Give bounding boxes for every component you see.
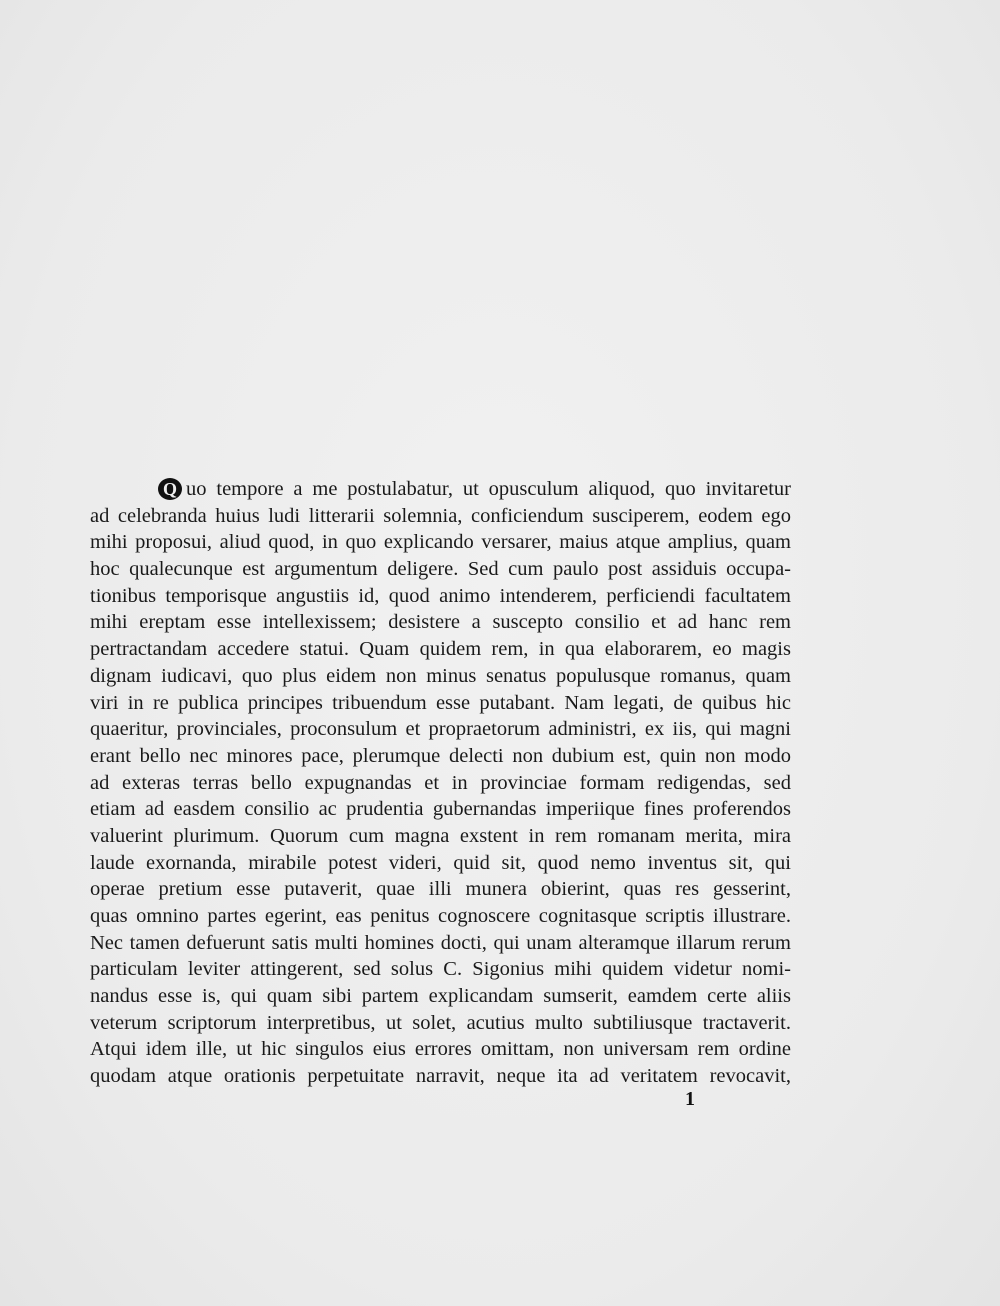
text-line: ad exteras terras bello expugnandas et in provinciae formam redigendas, sed bbox=[90, 771, 791, 794]
text-line: particulam leviter attingerent, sed solus C. Sigonius mihi quidem videtur nomi- bbox=[90, 958, 791, 981]
text-line: dignam iudicavi, quo plus eidem non minus senatus populusque romanus, quam bbox=[90, 664, 791, 687]
text-line: laude exornanda, mirabile potest videri, quid sit, quod nemo inventus sit, qui bbox=[90, 851, 791, 874]
text-line: viri in re publica principes tribuendum esse putabant. Nam legati, de quibus hic bbox=[90, 691, 791, 714]
text-line: quodam atque orationis perpetuitate narravit, neque ita ad veritatem revocavit, bbox=[90, 1065, 791, 1088]
text-line: tionibus temporisque angustiis id, quod animo intenderem, perficiendi facultatem bbox=[90, 584, 791, 607]
page-number: 1 bbox=[685, 1088, 695, 1110]
text-line: Nec tamen defuerunt satis multi homines docti, qui unam alteramque illarum rerum bbox=[90, 931, 791, 954]
text-line: Atqui idem ille, ut hic singulos eius errores omittam, non universam rem ordine bbox=[90, 1038, 791, 1061]
text-line bbox=[90, 476, 791, 503]
text-line: nandus esse is, qui quam sibi partem explicandam sumserit, eamdem certe aliis bbox=[90, 985, 791, 1008]
text-line: valuerint plurimum. Quorum cum magna exstent in rem romanam merita, mira bbox=[90, 824, 791, 847]
text-line-content: uo tempore a me postulabatur, ut opusculum aliquod, quo invitaretur bbox=[186, 478, 791, 500]
text-line: hoc qualecunque est argumentum deligere. Sed cum paulo post assiduis occupa- bbox=[90, 558, 791, 581]
text-line: mihi proposui, aliud quod, in quo explicando versarer, maius atque amplius, quam bbox=[90, 531, 791, 554]
text-line: etiam ad easdem consilio ac prudentia gubernandas imperiique fines proferendos bbox=[90, 798, 791, 821]
text-line: pertractandam accedere statui. Quam quidem rem, in qua elaborarem, eo magis bbox=[90, 638, 791, 661]
text-line: veterum scriptorum interpretibus, ut solet, acutius multo subtiliusque tractaverit. bbox=[90, 1011, 791, 1034]
text-line: operae pretium esse putaverit, quae illi munera obierint, quas res gesserint, bbox=[90, 878, 791, 901]
text-line: ad celebranda huius ludi litterarii solemnia, conficiendum susciperem, eodem ego bbox=[90, 504, 791, 527]
text-line: erant bello nec minores pace, plerumque delecti non dubium est, quin non modo bbox=[90, 744, 791, 767]
drop-initial: Q bbox=[158, 478, 182, 500]
body-text bbox=[90, 476, 791, 1090]
text-line: quaeritur, provinciales, proconsulum et propraetorum administri, ex iis, qui magni bbox=[90, 718, 791, 741]
text-line: quas omnino partes egerint, eas penitus cognoscere cognitasque scriptis illustrare. bbox=[90, 905, 791, 927]
text-line: mihi ereptam esse intellexissem; desistere a suscepto consilio et ad hanc rem bbox=[90, 611, 791, 634]
